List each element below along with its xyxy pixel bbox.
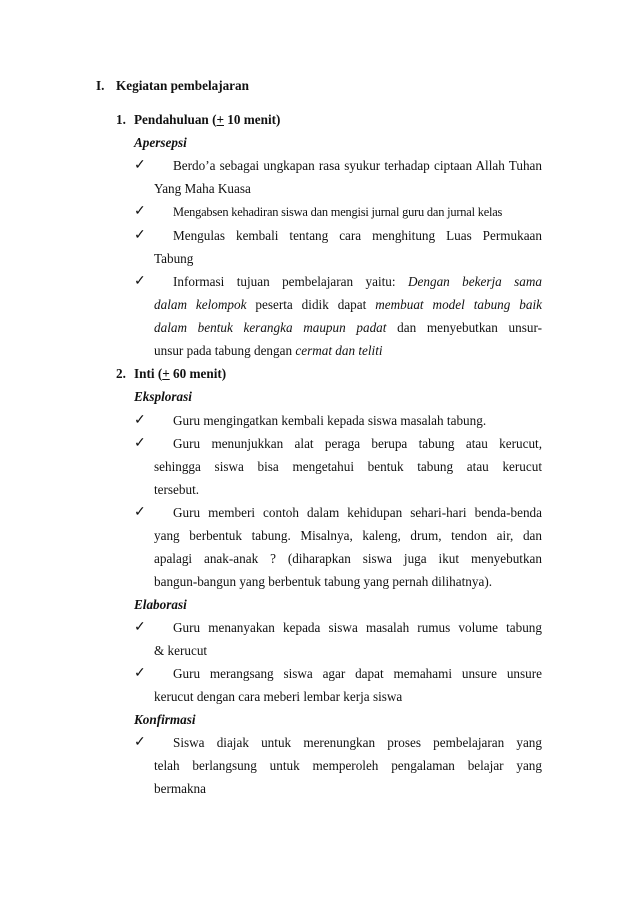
eksplorasi-item-2-line-2: sehingga siswa bisa mengetahui bentuk tabung atau kerucut — [154, 459, 542, 474]
elaborasi-item-1-line-1: Guru menanyakan kepada siswa masalah rumus volume tabung — [173, 620, 542, 635]
checkmark-icon: ✓ — [134, 620, 146, 635]
eksplorasi-item-3-line-3: apalagi anak-anak ? (diharapkan siswa juga ikut menyebutkan — [154, 551, 542, 566]
elaborasi-item-2-line-1: Guru merangsang siswa agar dapat memahami unsure unsure — [173, 666, 542, 681]
konfirmasi-subheading: Konfirmasi — [134, 712, 196, 727]
eksplorasi-item-2-line-3: tersebut. — [154, 482, 200, 497]
section-number: I. — [96, 78, 105, 93]
apersepsi-subheading: Apersepsi — [134, 135, 187, 150]
elaborasi-subheading: Elaborasi — [134, 597, 187, 612]
checkmark-icon: ✓ — [134, 158, 146, 173]
konfirmasi-item-1-line-1: Siswa diajak untuk merenungkan proses pembelajaran yang — [173, 735, 542, 750]
apersepsi-item-3-line-2: Tabung — [154, 251, 194, 266]
checkmark-icon: ✓ — [134, 505, 146, 520]
eksplorasi-item-2-line-1: Guru menunjukkan alat peraga berupa tabung atau kerucut, — [173, 436, 542, 451]
apersepsi-item-1-line-1: Berdo’a sebagai ungkapan rasa syukur terhadap ciptaan Allah Tuhan — [173, 158, 542, 173]
pendahuluan-heading: Pendahuluan (+ 10 menit) — [134, 112, 281, 127]
apersepsi-item-4-line-2: dalam kelompok peserta didik dapat membuat model tabung baik — [154, 297, 542, 312]
apersepsi-item-2-line-1: Mengabsen kehadiran siswa dan mengisi jurnal guru dan jurnal kelas — [173, 205, 503, 219]
eksplorasi-item-3-line-1: Guru memberi contoh dalam kehidupan sehari-hari benda-benda — [173, 505, 542, 520]
checkmark-icon: ✓ — [134, 735, 146, 750]
checkmark-icon: ✓ — [134, 274, 146, 289]
konfirmasi-item-1-line-2: telah berlangsung untuk memperoleh pengalaman belajar yang — [154, 758, 542, 773]
item-number-2: 2. — [116, 366, 126, 381]
eksplorasi-item-3-line-4: bangun-bangun yang berbentuk tabung yang pernah dilihatnya). — [154, 574, 493, 589]
checkmark-icon: ✓ — [134, 436, 146, 451]
apersepsi-item-3-line-1: Mengulas kembali tentang cara menghitung Luas Permukaan — [173, 228, 542, 243]
apersepsi-item-1-line-2: Yang Maha Kuasa — [154, 181, 251, 196]
apersepsi-item-4-line-1: Informasi tujuan pembelajaran yaitu: Dengan bekerja sama — [173, 274, 542, 289]
eksplorasi-item-1-line-1: Guru mengingatkan kembali kepada siswa masalah tabung. — [173, 413, 487, 428]
eksplorasi-item-3-line-2: yang berbentuk tabung. Misalnya, kaleng, drum, tendon air, dan — [154, 528, 542, 543]
checkmark-icon: ✓ — [134, 666, 146, 681]
elaborasi-item-2-line-2: kerucut dengan cara meberi lembar kerja siswa — [154, 689, 403, 704]
checkmark-icon: ✓ — [134, 204, 146, 219]
apersepsi-item-4-line-3: dalam bentuk kerangka maupun padat dan menyebutkan unsur- — [154, 320, 542, 335]
eksplorasi-subheading: Eksplorasi — [134, 389, 192, 404]
checkmark-icon: ✓ — [134, 228, 146, 243]
section-title: Kegiatan pembelajaran — [116, 78, 249, 93]
apersepsi-item-4-line-4: unsur pada tabung dengan cermat dan teliti — [154, 343, 383, 358]
item-number-1: 1. — [116, 112, 126, 127]
inti-heading: Inti (+ 60 menit) — [134, 366, 227, 381]
konfirmasi-item-1-line-3: bermakna — [154, 781, 206, 796]
checkmark-icon: ✓ — [134, 413, 146, 428]
elaborasi-item-1-line-2: & kerucut — [154, 643, 208, 658]
